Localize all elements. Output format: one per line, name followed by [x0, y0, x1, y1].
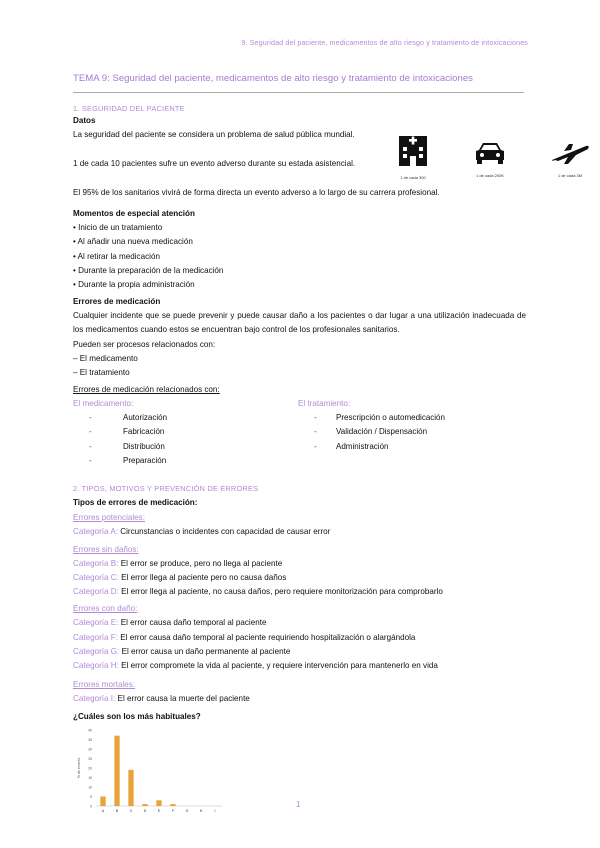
x-tick-label: I: [214, 809, 216, 813]
category-row: Categoría G: El error causa un daño permanente al paciente: [73, 647, 291, 656]
category-row: Categoría B: El error se produce, pero no llega al paciente: [73, 559, 283, 568]
y-tick-label: 40: [88, 728, 92, 733]
category-row: Categoría E: El error causa daño temporal al paciente: [73, 618, 267, 627]
title-divider: [73, 92, 524, 93]
bar-D: [142, 804, 147, 806]
list-item: - Fabricación: [89, 427, 165, 437]
hospital-icon: [395, 134, 431, 168]
question-heading: ¿Cuáles son los más habituales?: [73, 712, 201, 721]
stat-airplane: [540, 140, 600, 178]
section-heading-2: 2. TIPOS, MOTIVOS Y PREVENCIÓN DE ERRORES: [73, 484, 259, 493]
group-label-potenciales: Errores potenciales:: [73, 513, 145, 522]
group-label-con-dano: Errores con daño:: [73, 604, 138, 613]
bar-F: [170, 804, 175, 806]
y-tick-label: 15: [88, 776, 92, 780]
category-row: Categoría H: El error compromete la vida al paciente, y requiere intervención para mantenerlo en vida: [73, 661, 438, 670]
category-row: Categoría F: El error causa daño temporal al paciente requiriendo hospitalización o alargándola: [73, 633, 416, 642]
y-axis-label: % de errores: [77, 757, 81, 779]
list-item: • Al retirar la medicación: [73, 251, 160, 261]
y-tick-label: 10: [88, 785, 92, 790]
list-item: - Administración: [314, 441, 389, 451]
datos-paragraph-3: El 95% de los sanitarios vivirá de forma directa un evento adverso a lo largo de su carrera profesional.: [73, 188, 440, 197]
car-icon: [473, 140, 507, 166]
proceso-item: – El medicamento: [73, 354, 138, 363]
y-tick-label: 20: [88, 766, 92, 771]
list-item: • Durante la preparación de la medicación: [73, 265, 224, 275]
list-item: • Durante la propia administración: [73, 280, 195, 290]
x-tick-label: G: [185, 809, 189, 813]
datos-paragraph-2: 1 de cada 10 pacientes sufre un evento adverso durante su estada asistencial.: [73, 159, 356, 168]
datos-paragraph-1: La seguridad del paciente se considera un problema de salud pública mundial.: [73, 130, 355, 139]
list-item: - Autorización: [89, 413, 168, 422]
category-row: Categoría D: El error llega al paciente, no causa daños, pero requiere monitorización para comprobarlo: [73, 587, 443, 596]
momentos-label: Momentos de especial atención: [73, 209, 195, 218]
x-tick-label: F: [171, 809, 175, 813]
y-tick-label: 0: [90, 804, 92, 809]
group-label-mortales: Errores mortales:: [73, 680, 136, 689]
stat-caption: 1 de cada 3M: [557, 173, 583, 178]
stat-caption: 1 de cada 200K: [475, 173, 505, 178]
category-row: Categoría C: El error llega al paciente pero no causa daños: [73, 573, 287, 582]
section-heading-1: 1. SEGURIDAD DEL PACIENTE: [73, 104, 185, 113]
errores-paragraph: Cualquier incidente que se puede prevenir y puede causar daño a los pacientes o dar lugar a una utilización inadecuada de los medicamentos cuando estos se encuentran bajo control de los profesionales sanitarios.: [73, 311, 526, 335]
bar-E: [156, 800, 161, 806]
running-header: 9. Seguridad del paciente, medicamentos de alto riesgo y tratamiento de intoxicaciones: [241, 38, 528, 47]
x-tick-label: E: [157, 809, 161, 813]
list-item: • Al añadir una nueva medicación: [73, 237, 193, 247]
y-tick-label: 5: [90, 795, 92, 799]
stat-hospital: [383, 134, 443, 180]
document-title: TEMA 9: Seguridad del paciente, medicamentos de alto riesgo y tratamiento de intoxicaciones: [73, 73, 473, 84]
list-item: • Inicio de un tratamiento: [73, 223, 163, 232]
airplane-icon: [550, 140, 590, 166]
errores-label: Errores de medicación: [73, 297, 161, 306]
category-row: Categoría I: El error causa la muerte del paciente: [73, 694, 250, 703]
col-tratamiento-label: El tratamiento:: [298, 399, 351, 408]
bar-A: [100, 797, 105, 807]
relacionados-label: Errores de medicación relacionados con:: [73, 385, 220, 394]
errors-bar-chart: [72, 726, 232, 832]
momentos-list: [73, 221, 223, 292]
x-tick-label: B: [115, 809, 119, 813]
group-label-sin-danos: Errores sin daños:: [73, 545, 139, 554]
col-tratamiento-list: [314, 411, 445, 454]
page-number: 1: [296, 800, 301, 809]
list-item: - Validación / Dispensación: [314, 427, 428, 437]
col-medicamento-list: [89, 411, 167, 468]
list-item: - Prescripción o automedicación: [314, 413, 445, 422]
bar-C: [128, 770, 133, 806]
y-tick-label: 30: [88, 747, 92, 752]
y-tick-label: 35: [88, 738, 92, 742]
procesos-intro: Pueden ser procesos relacionados con:: [73, 340, 216, 349]
bar-B: [114, 736, 119, 806]
proceso-item: – El tratamiento: [73, 368, 130, 377]
list-item: - Preparación: [89, 455, 167, 465]
datos-label: Datos: [73, 116, 96, 125]
x-tick-label: H: [199, 809, 203, 813]
x-tick-label: D: [143, 809, 147, 813]
y-tick-label: 25: [88, 757, 92, 761]
list-item: - Distribución: [89, 441, 165, 451]
stat-car: [460, 140, 520, 178]
category-row: Categoría A: Circunstancias o incidentes con capacidad de causar error: [73, 527, 331, 536]
x-tick-label: A: [101, 809, 105, 813]
tipos-label: Tipos de errores de medicación:: [73, 498, 198, 507]
stat-caption: 1 de cada 300: [400, 175, 426, 180]
chart-svg: [72, 726, 232, 832]
x-tick-label: C: [129, 809, 133, 813]
col-medicamento-label: El medicamento:: [73, 399, 134, 408]
